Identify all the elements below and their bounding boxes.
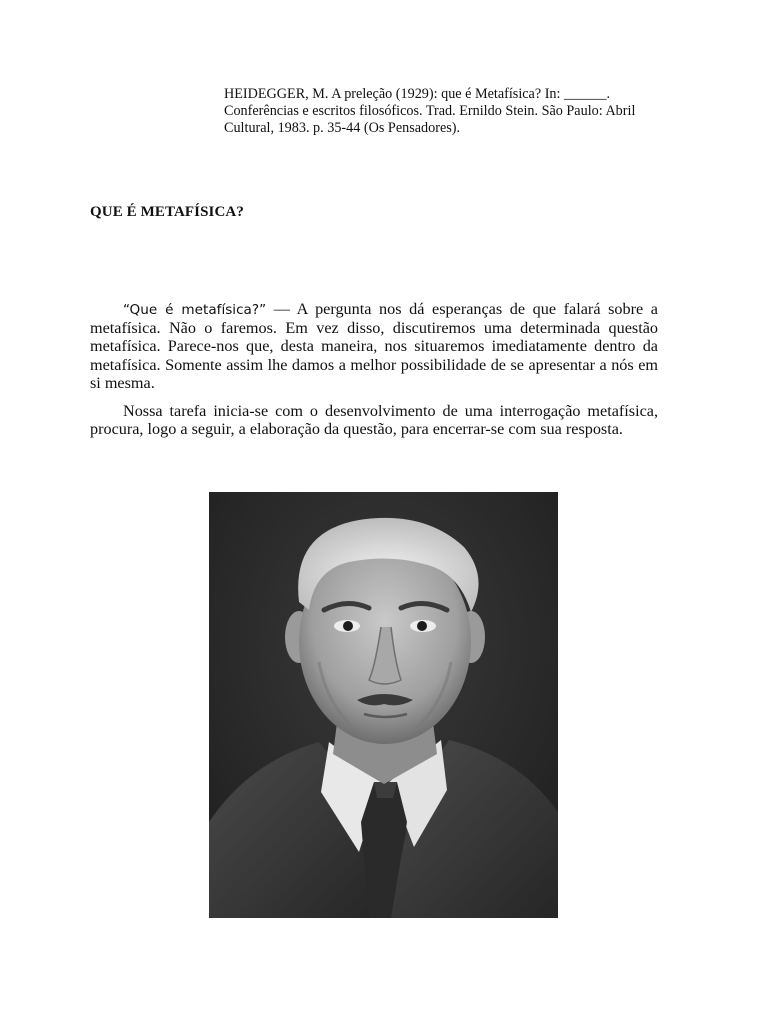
citation-line-1: HEIDEGGER, M. A preleção (1929): que é Metafísica? In: ______. <box>224 86 611 102</box>
paragraph-1-text: — A pergunta nos dá esperanças de que falará sobre a metafísica. Não o faremos. Em vez disso, discutiremos uma determinada questão metafísica. Parece-nos que, desta maneira, nos situaremos imediatamente dentro da metafísica. Somente assim lhe damos a melhor possibilidade de se apresentar a nós em si mesma. <box>90 300 658 392</box>
portrait-illustration <box>209 492 558 918</box>
body-text <box>90 300 658 448</box>
citation-line-3: Cultural, 1983. p. 35-44 (Os Pensadores). <box>224 120 461 136</box>
page-title: QUE É METAFÍSICA? <box>90 204 244 220</box>
citation-line-2: Conferências e escritos filosóficos. Trad. Ernildo Stein. São Paulo: Abril <box>224 103 636 119</box>
paragraph-2: Nossa tarefa inicia-se com o desenvolvimento de uma interrogação metafísica, procura, logo a seguir, a elaboração da questão, para encerrar-se com sua resposta. <box>90 402 658 439</box>
paragraph-1 <box>90 300 658 392</box>
bibliographic-citation <box>224 86 658 137</box>
paragraph-1-quote: “Que é metafísica?” <box>123 302 267 318</box>
portrait-photo <box>209 492 558 918</box>
